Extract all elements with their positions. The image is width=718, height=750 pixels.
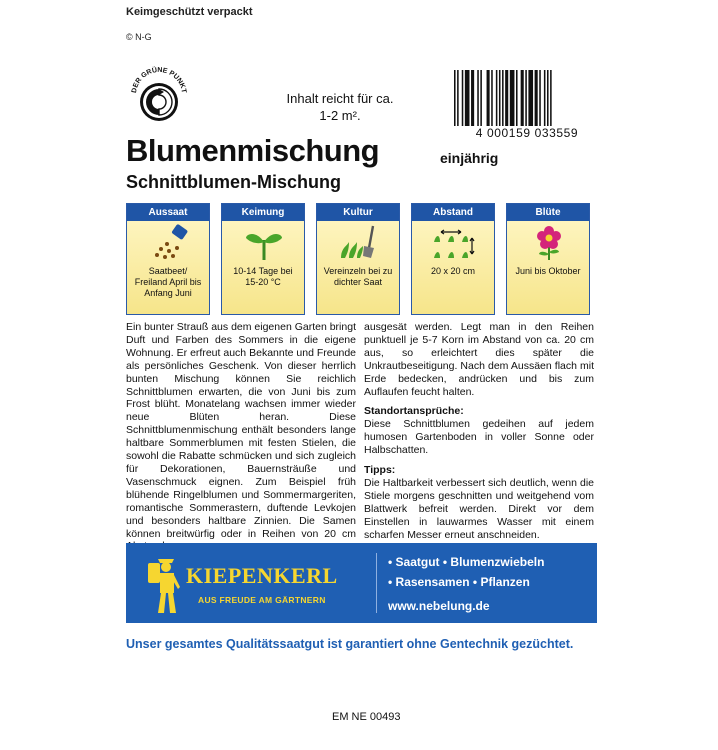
barcode-bar (454, 70, 456, 126)
copyright: © N-G (126, 32, 152, 42)
stage-header: Abstand (412, 204, 494, 221)
barcode-bar (457, 70, 459, 126)
brand-tagline: AUS FREUDE AM GÄRTNERN (198, 595, 326, 605)
green-dot-label: DER GRÜNE PUNKT (131, 66, 187, 94)
stage-header: Aussaat (127, 204, 209, 221)
stage-text: 10-14 Tage bei 15-20 °C (233, 266, 293, 287)
barcode-bar (499, 70, 501, 126)
barcode-bar (539, 70, 541, 126)
spade-icon (337, 224, 381, 262)
barcode (452, 70, 602, 126)
barcode-bar (550, 70, 552, 126)
barcode-bar (496, 70, 498, 126)
barcode-bar (535, 70, 538, 126)
stage-text: Juni bis Oktober (515, 266, 581, 276)
tips-heading: Tipps: (364, 464, 396, 477)
soil-heading: Standortansprüche: (364, 405, 464, 418)
stage-bluete (506, 203, 590, 315)
barcode-bar (477, 70, 479, 126)
kiepenkerl-logo (132, 551, 358, 615)
stage-header: Blüte (507, 204, 589, 221)
title-suffix: einjährig (440, 150, 499, 166)
stage-header: Kultur (317, 204, 399, 221)
sowing-column (364, 321, 594, 542)
barcode-bar (480, 70, 482, 126)
seedling-icon (242, 224, 286, 262)
stage-header: Keimung (222, 204, 304, 221)
top-note: Keimgeschützt verpackt (126, 6, 253, 18)
brand-divider (376, 553, 377, 613)
brand-products-line-1: • Saatgut • Blumenzwiebeln (388, 555, 545, 569)
stage-text: Saatbeet/ Freiland April bis Anfang Juni (134, 266, 202, 298)
green-dot-logo-icon (126, 62, 192, 128)
flower-icon (527, 224, 571, 262)
barcode-bar (510, 70, 515, 126)
barcode-bar (547, 70, 549, 126)
barcode-bar (487, 70, 490, 126)
barcode-digits: 4 000159 033559 (475, 126, 579, 140)
stage-abstand (411, 203, 495, 315)
content-note: Inhalt reicht für ca. 1-2 m². (286, 91, 394, 123)
barcode-bar (471, 70, 474, 126)
stage-aussaat (126, 203, 210, 315)
spacing-icon (432, 224, 476, 262)
gmo-free-note: Unser gesamtes Qualitätssaatgut ist garantiert ohne Gentechnik gezüchtet. (126, 637, 574, 651)
kiepenkerl-figure-icon (146, 557, 182, 615)
tips-text: Die Haltbarkeit verbessert sich deutlich, wenn die Stiele morgens geschnitten und weitgehend vom Blattwerk befreit werden. Direkt vor dem Einstellen in lauwarmes Wasser mit einem scharfen Messer erneut anschneiden. (364, 476, 594, 541)
barcode-bar (462, 70, 464, 126)
barcode-bar (544, 70, 546, 126)
barcode-bar (528, 70, 533, 126)
stage-text: 20 x 20 cm (430, 266, 476, 276)
stage-kultur (316, 203, 400, 315)
brand-url[interactable]: www.nebelung.de (388, 599, 490, 613)
sowing-text: ausgesät werden. Legt man in den Reihen punktuell je 5-7 Korn im Abstand von ca. 20 cm aus, so erleichtert dies später die Unkrautbeseitigung. Nach dem Aussäen flach mit Erde bedecken, andrücken und bis zum Auflaufen feucht halten. (364, 321, 594, 398)
em-code: EM NE 00493 (332, 711, 401, 723)
soil-text: Diese Schnittblumen gedeihen auf jedem humosen Gartenboden in voller Sonne oder Halbschatten. (364, 418, 594, 457)
stage-text: Vereinzeln bei zu dichter Saat (323, 266, 393, 287)
brand-products-line-2: • Rasensamen • Pflanzen (388, 575, 530, 589)
barcode-bar (505, 70, 508, 126)
brand-band (126, 543, 597, 623)
seed-bag-icon (147, 224, 191, 262)
barcode-bar (521, 70, 524, 126)
description-text: Ein bunter Strauß aus dem eigenen Garten bringt Duft und Farben des Sommers in die eigene Wohnung. Er erfreut auch Bekannte und Freunde als persönliches Geschenk. Von dieser herrlich bunten Mischung können Sie reichlich Schnittblumen erwarten, die von Juni bis zum Frost blüht. Monatelang wachsen immer wieder neue Blüten heran. Diese Schnittblumenmischung enthält besonders lange haltbare Sommerblumen mit festen Stielen, die sowohl die Rabatte schmücken und sich zugleich für Dekorationen, Bauernsträuße und Vasenschmuck eignen. Zum Beispiel früh blühende Ringelblumen und Sommermargeriten, romantische Sommerastern, duftende Levkojen und besonders haltbare Zinnien. Die Samen können breitwürfig oder in Reihen von 20 cm (126, 321, 356, 540)
barcode-bar (465, 70, 470, 126)
stage-keimung (221, 203, 305, 315)
brand-name: KIEPENKERL (186, 563, 338, 588)
barcode-bar (516, 70, 518, 126)
barcode-bar (525, 70, 527, 126)
product-subtitle: Schnittblumen-Mischung (126, 172, 341, 192)
barcode-bar (491, 70, 493, 126)
barcode-bar (502, 70, 504, 126)
product-title: Blumenmischung (126, 133, 380, 168)
